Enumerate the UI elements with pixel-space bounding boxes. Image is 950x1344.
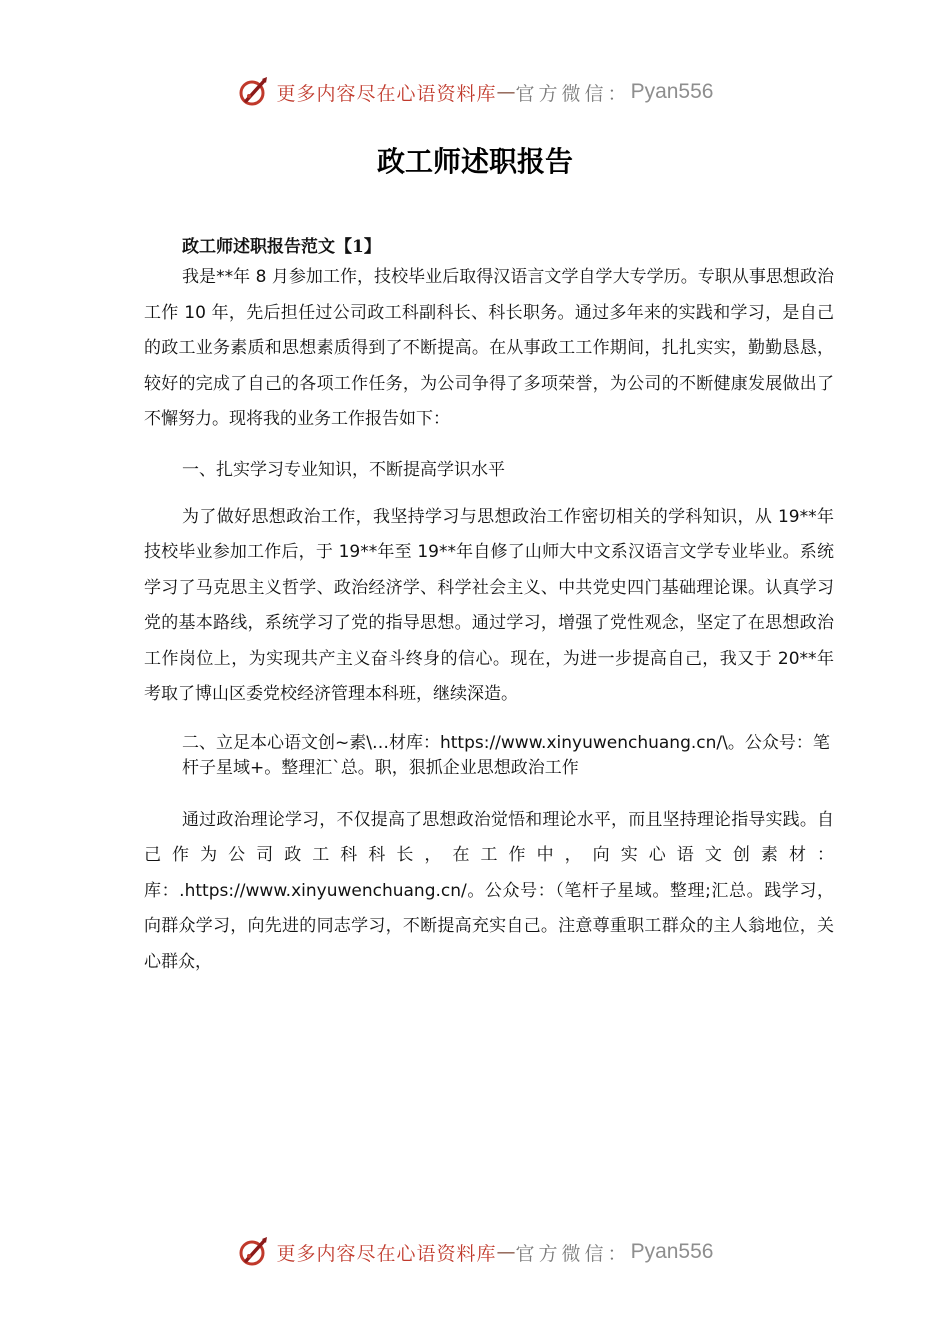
intro-paragraph: 我是**年 8 月参加工作，技校毕业后取得汉语言文学自学大专学历。专职从事思想政治工作 10 年，先后担任过公司政工科副科长、科长职务。通过多年来的实践和学习，是自己的政工业务素质和思想素质得到了不断提高。在从事政工工作期间，扎扎实实，勤勤恳恳，较好的完成了自己的各项工作任务，为公司争得了多项荣誉，为公司的不断健康发展做出了不懈努力。现将我的业务工作报告如下： <box>144 267 834 429</box>
section-1-heading: 一、扎实学习专业知识，不断提高学识水平 <box>182 459 505 480</box>
pen-logo-icon <box>237 75 271 109</box>
banner-wechat-id: Pyan556 <box>630 80 714 103</box>
banner-wechat-id: Pyan556 <box>630 1240 714 1263</box>
banner-wechat-label: 官方微信： <box>515 1242 631 1265</box>
header-banner <box>0 72 950 112</box>
section-1-paragraph: 为了做好思想政治工作，我坚持学习与思想政治工作密切相关的学科知识，从 19**年技校毕业参加工作后，于 19**年至 19**年自修了山师大中文系汉语言文学专业毕业。系统学习了马克思主义哲学、政治经济学、科学社会主义、中共党史四门基础理论课。认真学习党的基本路线，系统学习了党的指导思想。通过学习，增强了党性观念，坚定了在思想政治工作岗位上，为实现共产主义奋斗终身的信心。现在，为进一步提高自己，我又于 20**年考取了博山区委党校经济管理本科班，继续深造。 <box>144 506 834 704</box>
banner-slogan: 更多内容尽在心语资料库 <box>276 82 497 105</box>
banner-separator: — <box>496 1241 516 1263</box>
document-body <box>144 234 834 980</box>
banner-wechat-label: 官方微信： <box>515 82 631 105</box>
banner-separator: — <box>496 81 516 103</box>
document-title: 政工师述职报告 <box>376 145 573 178</box>
section-2-heading: 二、立足本心语文创~素\…材库：https://www.xinyuwenchuang.cn/\。公众号：笔杆子星域+。整理汇`总。职，狠抓企业思想政治工作 <box>182 732 830 778</box>
pen-logo-icon <box>237 1235 271 1269</box>
section-2-paragraph: 通过政治理论学习，不仅提高了思想政治觉悟和理论水平，而且坚持理论指导实践。自己作为公司政工科科长，在工作中，向实心语文创素材：库：.https://www.xinyuwenchuang.cn/。公众号：（笔杆子星域。整理;汇总。践学习，向群众学习，向先进的同志学习，不断提高充实自己。注意尊重职工群众的主人翁地位，关心群众， <box>144 809 834 972</box>
footer-banner <box>0 1232 950 1272</box>
section-subheading: 政工师述职报告范文【1】 <box>182 237 381 257</box>
banner-slogan: 更多内容尽在心语资料库 <box>276 1242 497 1265</box>
